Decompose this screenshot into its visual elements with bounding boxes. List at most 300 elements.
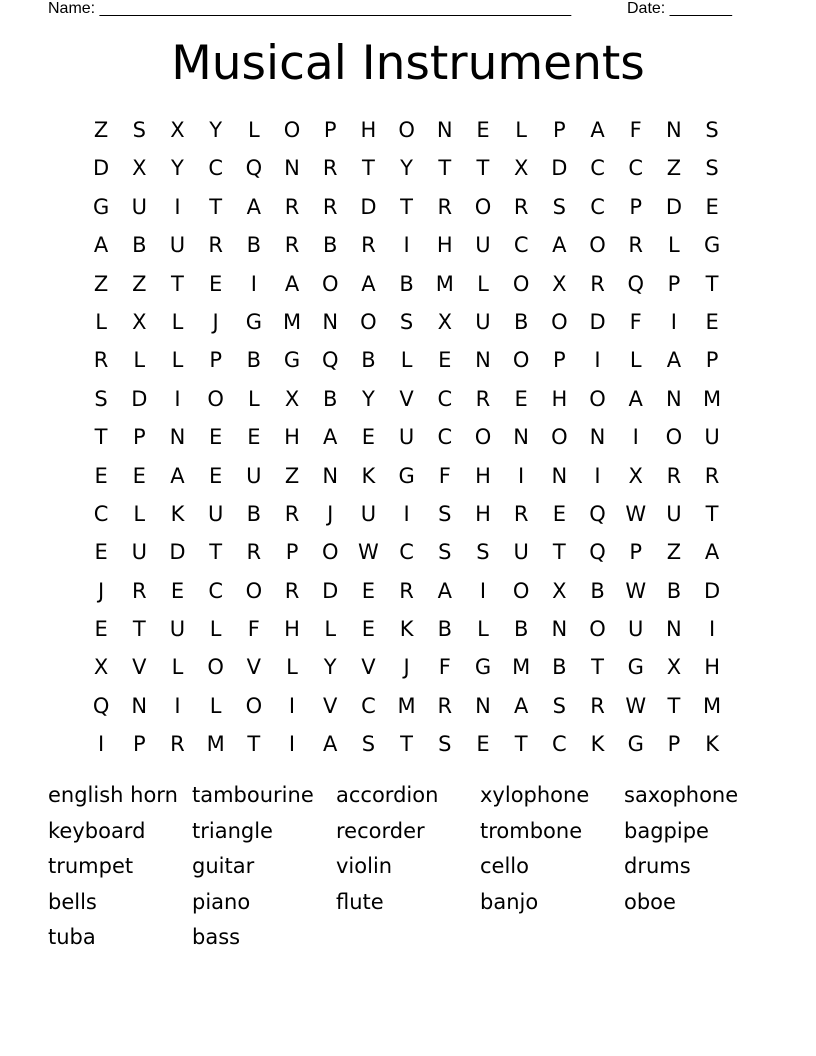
grid-letter: W [358,540,379,565]
grid-letter: S [476,540,490,565]
grid-letter: E [247,425,261,450]
grid-letter: O [245,693,263,718]
word-list-item: bass [192,925,241,949]
word-list-item: bagpipe [624,818,709,843]
grid-letter: Z [93,118,109,142]
grid-row [82,457,731,495]
grid-row [82,648,731,686]
grid-letter: T [705,501,719,526]
grid-letter: Q [92,693,110,718]
grid-letter: T [438,156,452,181]
grid-row [82,572,731,610]
word-list-item: xylophone [480,783,590,807]
word-list-item: saxophone [624,783,739,807]
grid-letter: L [95,309,107,334]
grid-letter: O [207,655,224,680]
grid-letter: V [323,693,338,718]
grid-letter: I [670,309,677,334]
grid-letter: X [666,655,682,680]
grid-letter: I [288,732,296,757]
grid-letter: E [94,540,108,565]
grid-letter: I [518,463,525,488]
grid-letter: W [625,693,647,718]
grid-letter: L [247,118,260,142]
grid-letter: C [513,233,529,258]
grid-letter: R [284,233,300,258]
grid-letter: V [399,386,414,411]
grid-letter: R [322,156,338,181]
word-list-item: cello [480,854,529,878]
grid-letter: X [552,578,567,603]
grid-letter: R [704,463,720,488]
grid-letter: R [93,348,109,373]
grid-letter: R [437,194,453,219]
grid-letter: O [321,540,339,565]
grid-letter: U [169,617,186,642]
grid-letter: S [132,118,146,142]
grid-letter: P [629,540,643,565]
grid-letter: C [437,425,453,450]
grid-letter: K [590,732,605,757]
grid-letter: R [361,233,376,258]
grid-row [82,533,731,571]
grid-letter: L [515,118,527,142]
grid-letter: M [512,655,531,680]
grid-letter: D [589,309,606,334]
grid-letter: N [169,425,186,450]
grid-letter: R [322,194,338,219]
grid-row [82,149,731,187]
word-list-item: trombone [480,818,583,843]
grid-letter: M [282,309,302,334]
grid-letter: T [552,540,566,565]
grid-letter: Q [627,271,644,296]
grid-letter: Q [321,348,339,373]
grid-letter: O [245,578,263,603]
grid-letter: U [666,501,682,526]
grid-letter: C [208,578,223,603]
word-list-item: piano [192,889,251,914]
grid-letter: L [477,271,489,296]
grid-letter: I [594,463,601,488]
grid-letter: H [551,386,568,411]
grid-letter: B [552,655,567,680]
grid-letter: K [705,732,719,757]
grid-letter: F [438,655,451,680]
grid-letter: K [170,501,185,526]
grid-letter: B [437,617,452,642]
grid-letter: E [438,348,452,373]
grid-letter: P [285,540,299,565]
grid-letter: U [513,540,529,565]
grid-letter: R [170,732,185,757]
grid-letter: N [666,118,682,142]
grid-letter: I [174,194,181,219]
grid-row [82,725,731,763]
grid-letter: L [171,348,184,373]
grid-letter: N [589,425,606,450]
grid-letter: O [589,617,606,642]
grid-letter: B [513,309,529,334]
grid-letter: E [132,463,146,488]
grid-letter: G [703,233,721,258]
grid-letter: L [668,233,680,258]
word-search-grid [82,111,731,764]
grid-letter: R [284,194,300,219]
grid-letter: D [93,156,110,181]
grid-letter: I [632,425,639,450]
grid-letter: A [590,118,605,142]
word-list-item: triangle [192,818,273,843]
grid-letter: J [403,655,410,680]
grid-letter: A [361,271,376,296]
grid-letter: M [703,386,722,411]
grid-letter: A [552,233,567,258]
word-list-item: guitar [192,854,255,878]
grid-letter: N [475,693,491,718]
grid-letter: D [131,386,148,411]
grid-letter: O [474,194,492,219]
grid-letter: N [475,348,491,373]
word-list-item: tuba [48,925,96,949]
grid-letter: Y [400,156,413,181]
word-list-item: trumpet [48,854,134,878]
grid-letter: E [705,194,719,219]
grid-letter: R [590,271,605,296]
grid-letter: C [590,156,605,181]
grid-letter: C [208,156,223,181]
grid-letter: G [627,732,644,757]
grid-letter: Y [171,156,184,181]
grid-letter: P [629,194,643,219]
grid-letter: E [514,386,528,411]
grid-letter: O [589,386,606,411]
grid-letter: E [209,463,223,488]
grid-letter: X [132,156,147,181]
grid-letter: Z [666,540,682,565]
grid-letter: B [246,233,262,258]
grid-letter: U [398,425,415,450]
grid-letter: B [590,578,605,603]
grid-letter: A [246,194,262,219]
grid-letter: Z [284,463,300,488]
grid-letter: I [174,386,181,411]
grid-letter: U [704,425,720,450]
grid-letter: A [437,578,452,603]
grid-letter: I [594,348,601,373]
grid-letter: O [512,348,530,373]
grid-letter: Y [323,655,337,680]
grid-letter: I [288,693,296,718]
grid-letter: T [667,693,681,718]
grid-letter: D [360,194,377,219]
grid-letter: U [628,617,644,642]
grid-letter: J [327,501,334,526]
grid-letter: E [361,617,376,642]
grid-letter: D [704,578,721,603]
grid-letter: E [209,425,223,450]
grid-letter: Q [245,156,263,181]
grid-letter: C [93,501,109,526]
grid-letter: P [553,348,566,373]
grid-letter: P [132,732,146,757]
grid-letter: R [284,578,300,603]
grid-letter: A [170,463,185,488]
grid-letter: G [398,463,415,488]
grid-letter: S [94,386,108,411]
grid-row [82,111,731,149]
grid-letter: L [629,348,642,373]
grid-letter: L [133,501,146,526]
grid-letter: C [628,156,644,181]
grid-letter: T [705,271,719,296]
grid-letter: J [97,578,105,603]
grid-letter: E [209,271,223,296]
grid-letter: G [283,348,301,373]
grid-letter: N [436,118,453,142]
grid-letter: C [590,194,605,219]
grid-letter: C [399,540,414,565]
grid-letter: I [708,617,716,642]
grid-letter: S [705,156,719,181]
grid-letter: N [322,463,339,488]
grid-letter: X [437,309,452,334]
grid-letter: W [625,578,647,603]
grid-letter: O [512,271,530,296]
grid-letter: L [209,617,222,642]
grid-letter: G [474,655,492,680]
grid-letter: I [250,271,257,296]
grid-letter: O [551,309,568,334]
grid-letter: U [131,540,147,565]
grid-letter: T [171,271,184,296]
grid-letter: B [323,233,338,258]
grid-letter: W [625,501,647,526]
grid-letter: Z [132,271,147,296]
grid-letter: R [246,540,262,565]
grid-letter: O [207,386,224,411]
grid-letter: E [705,309,719,334]
grid-letter: R [437,693,453,718]
grid-letter: D [169,540,186,565]
grid-letter: V [361,655,376,680]
grid-letter: A [628,386,643,411]
grid-letter: O [398,118,415,142]
grid-letter: R [628,233,644,258]
grid-letter: O [474,425,492,450]
word-list-item: accordion [336,783,439,807]
grid-letter: Z [666,156,682,181]
grid-letter: T [361,156,375,181]
grid-letter: N [284,156,300,181]
grid-letter: S [399,309,414,334]
grid-letter: I [403,233,410,258]
grid-letter: A [93,233,109,258]
grid-letter: L [171,309,184,334]
grid-letter: O [551,425,568,450]
grid-letter: P [667,732,681,757]
grid-letter: R [513,194,529,219]
grid-letter: S [438,501,452,526]
grid-row [82,188,731,226]
grid-letter: B [246,501,262,526]
grid-letter: K [399,617,414,642]
grid-letter: P [323,118,337,142]
grid-letter: H [475,501,491,526]
grid-letter: X [132,309,147,334]
grid-letter: N [666,617,682,642]
grid-letter: U [246,463,262,488]
grid-letter: X [284,386,300,411]
grid-letter: O [321,271,339,296]
word-list-item: keyboard [48,818,146,843]
grid-letter: F [247,617,260,642]
grid-letter: P [705,348,719,373]
grid-row [82,303,731,341]
grid-letter: X [93,655,109,680]
grid-letter: S [552,693,567,718]
grid-letter: K [361,463,376,488]
grid-letter: U [360,501,377,526]
word-list-item: drums [624,854,691,878]
grid-letter: E [361,425,376,450]
grid-letter: B [132,233,147,258]
name-field: Name: _____________________________________________________ [48,0,572,17]
grid-letter: B [666,578,682,603]
grid-letter: E [476,732,490,757]
date-field: Date: _______ [627,0,732,17]
grid-letter: E [170,578,185,603]
grid-letter: R [399,578,414,603]
grid-letter: T [94,425,108,450]
grid-letter: F [438,463,451,488]
grid-letter: E [361,578,376,603]
grid-row [82,341,731,379]
grid-letter: E [94,617,108,642]
grid-letter: P [132,425,146,450]
grid-letter: A [704,540,720,565]
word-list-item: bells [48,889,97,914]
grid-letter: U [131,194,147,219]
grid-letter: Z [93,271,109,296]
grid-letter: O [665,425,683,450]
grid-letter: E [94,463,108,488]
grid-letter: A [323,425,338,450]
grid-row [82,380,731,418]
grid-letter: L [209,693,222,718]
grid-letter: C [437,386,453,411]
grid-letter: B [399,271,414,296]
grid-letter: N [666,386,682,411]
grid-letter: F [629,309,642,334]
grid-letter: L [247,386,260,411]
grid-letter: V [132,655,147,680]
grid-letter: M [703,693,722,718]
grid-letter: P [667,271,681,296]
grid-letter: A [323,732,338,757]
word-list-item: flute [336,889,384,914]
grid-letter: A [284,271,300,296]
grid-letter: R [475,386,491,411]
grid-letter: N [322,309,339,334]
grid-letter: Y [361,386,375,411]
grid-letter: O [283,118,301,142]
grid-letter: H [284,425,300,450]
grid-letter: G [92,194,110,219]
grid-letter: H [475,463,491,488]
grid-row [82,265,731,303]
grid-letter: T [514,732,528,757]
grid-letter: R [666,463,682,488]
grid-letter: I [174,693,181,718]
grid-letter: L [133,348,146,373]
grid-letter: M [397,693,416,718]
grid-letter: B [513,617,529,642]
grid-letter: T [209,540,223,565]
word-list-item: banjo [480,889,539,914]
word-list-item: recorder [336,818,425,843]
grid-letter: T [209,194,223,219]
word-list-item: violin [336,854,393,878]
grid-letter: T [247,732,261,757]
grid-letter: I [403,501,410,526]
grid-letter: I [479,578,487,603]
grid-letter: S [361,732,376,757]
grid-letter: H [436,233,453,258]
grid-letter: I [97,732,105,757]
grid-letter: T [132,617,146,642]
grid-row [82,687,731,725]
grid-letter: M [206,732,225,757]
grid-row [82,418,731,456]
grid-letter: E [552,501,566,526]
grid-letter: H [360,118,377,142]
grid-letter: S [438,540,452,565]
grid-letter: D [665,194,682,219]
grid-letter: C [552,732,567,757]
grid-letter: O [360,309,377,334]
grid-row [82,610,731,648]
grid-letter: L [477,617,489,642]
grid-letter: N [513,425,530,450]
grid-letter: R [590,693,605,718]
grid-letter: O [512,578,530,603]
grid-letter: B [361,348,376,373]
grid-letter: G [627,655,644,680]
grid-letter: J [212,309,219,334]
grid-letter: L [171,655,184,680]
grid-letter: S [705,118,719,142]
page-title: Musical Instruments [171,36,645,91]
grid-letter: P [553,118,566,142]
grid-letter: P [209,348,222,373]
grid-letter: L [286,655,298,680]
grid-row [82,495,731,533]
grid-letter: N [551,617,568,642]
grid-letter: E [476,118,490,142]
grid-letter: L [324,617,337,642]
grid-letter: X [552,271,567,296]
grid-letter: Q [589,501,606,526]
grid-letter: O [589,233,606,258]
grid-letter: M [435,271,454,296]
grid-letter: X [170,118,185,142]
word-list [48,778,768,956]
grid-letter: R [513,501,529,526]
grid-letter: U [475,233,491,258]
grid-letter: D [551,156,568,181]
grid-letter: S [438,732,452,757]
